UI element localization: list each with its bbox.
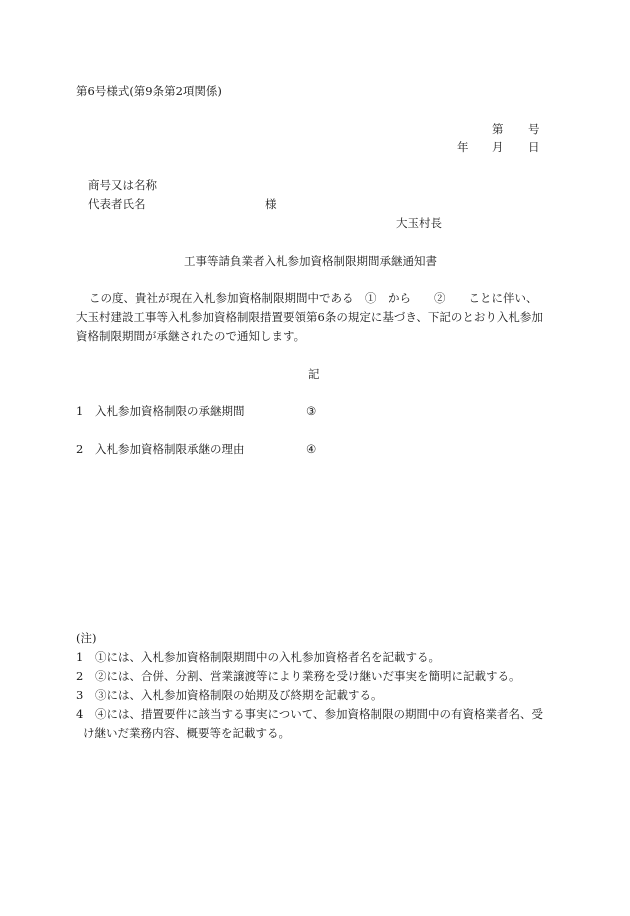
recipient-rep-label: 代表者氏名 xyxy=(88,197,146,211)
doc-number-dai: 第 xyxy=(492,122,504,136)
recipient-honorific: 様 xyxy=(265,197,277,211)
doc-number-go: 号 xyxy=(528,122,540,136)
issuer: 大玉村長 xyxy=(396,216,442,230)
note-number: 2 xyxy=(76,669,84,683)
notes-heading: (注) xyxy=(76,631,97,645)
document-title: 工事等請負業者入札参加資格制限期間承継通知書 xyxy=(184,254,437,268)
body-line-2: 大玉村建設工事等入札参加資格制限措置要領第6条の規定に基づき、下記のとおり入札参加 xyxy=(76,310,543,324)
date-year: 年 xyxy=(457,140,469,154)
note-text-continued: け継いだ業務内容、概要等を記載する。 xyxy=(83,726,290,740)
item-mark: ③ xyxy=(306,404,317,418)
note-number: 4 xyxy=(76,707,84,721)
date-month: 月 xyxy=(492,140,504,154)
body-line-1: この度、貴社が現在入札参加資格制限期間中である ① から ② ことに伴い、 xyxy=(89,291,538,305)
recipient-name-label: 商号又は名称 xyxy=(88,178,157,192)
item-label: 入札参加資格制限承継の理由 xyxy=(95,442,245,456)
note-text: ④には、措置要件に該当する事実について、参加資格制限の期間中の有資格業者名、受 xyxy=(95,707,544,721)
item-number: 1 xyxy=(76,404,84,418)
note-text: ②には、合併、分割、営業譲渡等により業務を受け継いだ事実を簡明に記載する。 xyxy=(95,669,521,683)
form-label: 第6号様式(第9条第2項関係) xyxy=(76,84,222,98)
note-number: 1 xyxy=(76,650,84,664)
body-line-3: 資格制限期間が承継されたので通知します。 xyxy=(76,329,306,343)
note-text: ①には、入札参加資格制限期間中の入札参加資格者名を記載する。 xyxy=(95,650,440,664)
item-mark: ④ xyxy=(306,442,317,456)
date-day: 日 xyxy=(528,140,540,154)
ki-mark: 記 xyxy=(308,367,320,381)
note-text: ③には、入札参加資格制限の始期及び終期を記載する。 xyxy=(95,688,383,702)
note-number: 3 xyxy=(76,688,84,702)
item-number: 2 xyxy=(76,442,84,456)
item-label: 入札参加資格制限の承継期間 xyxy=(95,404,245,418)
